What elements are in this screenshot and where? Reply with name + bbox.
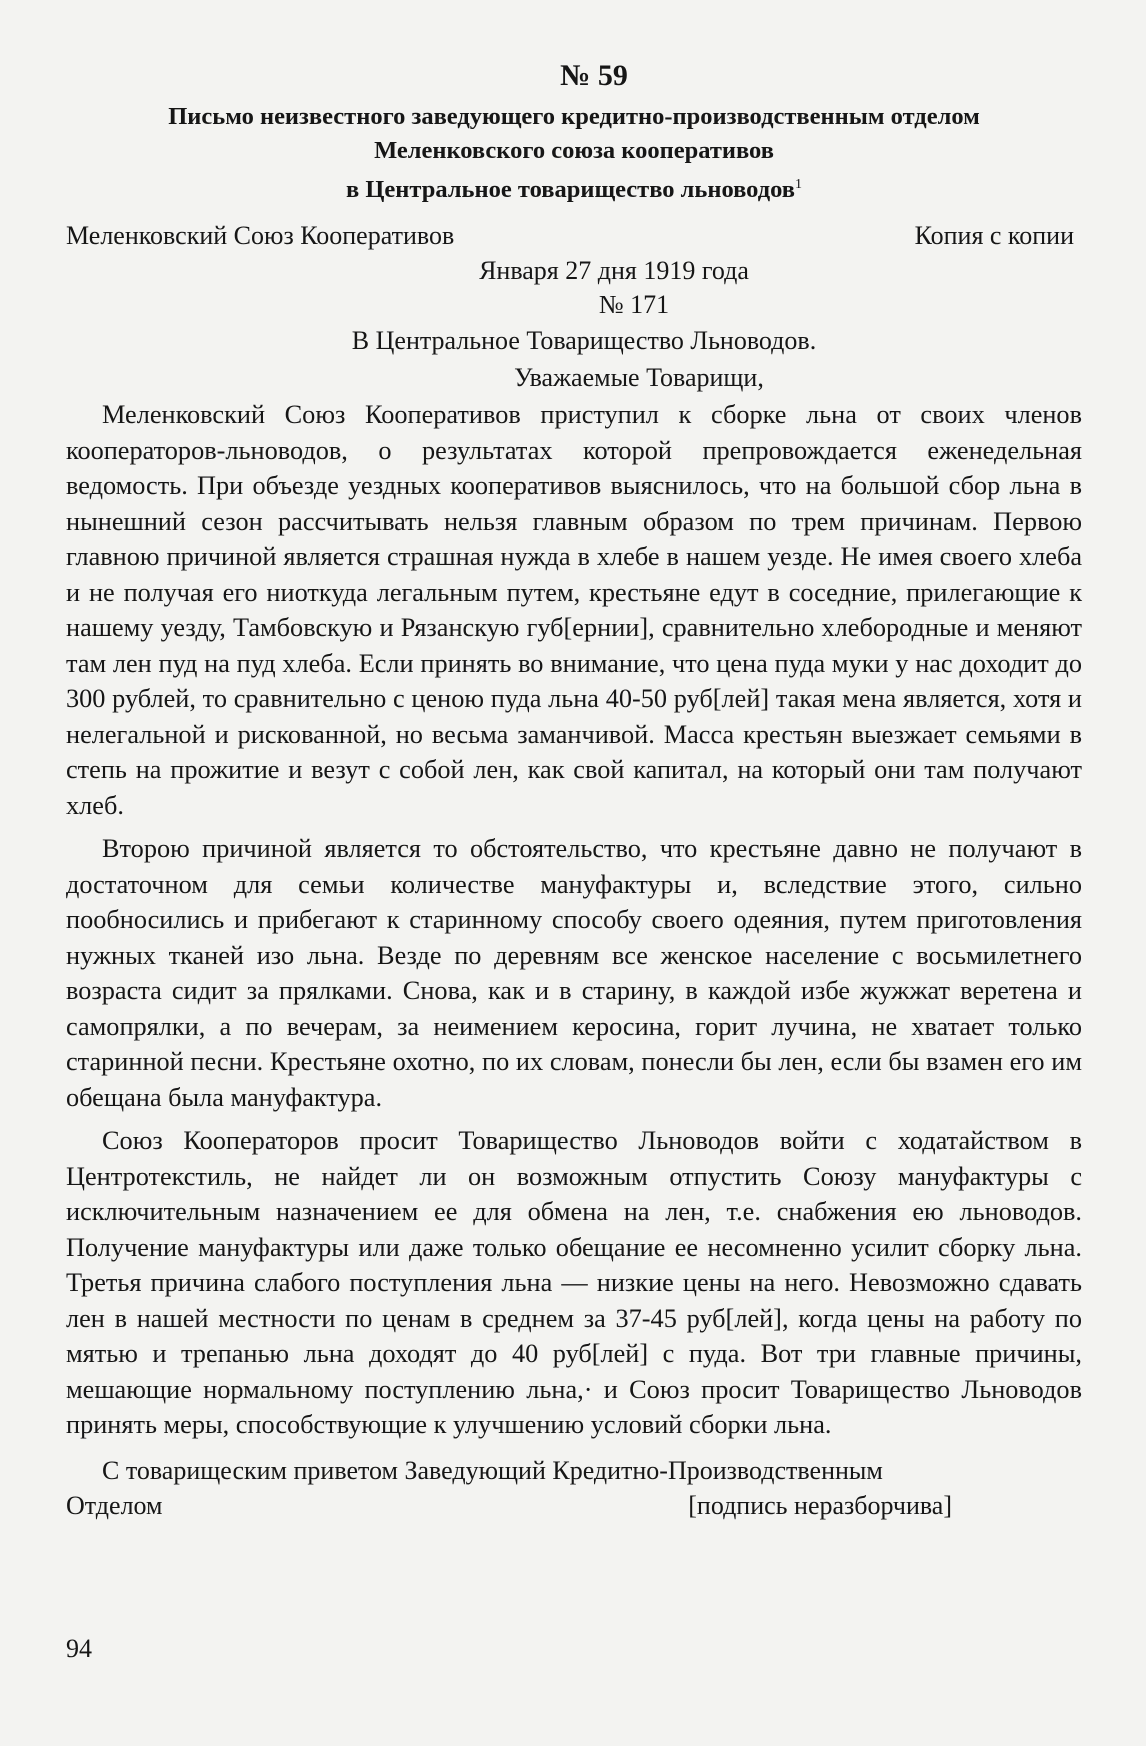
title-footnote-marker: 1 — [795, 177, 802, 192]
header-row — [66, 219, 1082, 253]
greeting: Уважаемые Товарищи, — [514, 363, 764, 393]
page-number: 94 — [66, 1634, 92, 1663]
paragraph-2: Второю причиной является то обстоятельство, что крестьяне давно не получают в достаточном для семьи количестве мануфактуры и, вследствие этого, сильно пообносились и прибегают к старинному способу своего одеяния, путем приготовления нужных тканей изо льна. Везде по деревням все женское население с восьмилетнего возраста сидит за прялками. Снова, как и в старину, в каждой избе жужжат веретена и самопрялки, а по вечерам, за неимением керосина, горит лучина, не хватает только старинной песни. Крестьяне охотно, по их словам, понесли бы лен, если бы взамен его им обещана была мануфактура. — [66, 834, 1082, 1112]
outgoing-number: № 171 — [598, 290, 670, 320]
signature-note: [подпись неразборчива] — [688, 1490, 952, 1520]
document-page — [66, 56, 1082, 1706]
document-number: № 59 — [560, 59, 628, 92]
copy-note: Копия с копии — [914, 221, 1074, 251]
paragraph-3: Союз Кооператоров просит Товарищество Льноводов войти с ходатайством в Центротекстиль, не найдет ли он возможным отпустить Союзу мануфактуры с исключительным назначением ее для обмена на лен, т.е. снабжения ею льноводов. Получение мануфактуры или даже только обещание ее несомненно усилит сборку льна. Третья причина слабого поступления льна — низкие цены на него. Невозможно сдавать лен в нашей местности по ценам в среднем за 37-45 руб[лей], когда цены на работу по мятью и трепанью льна доходят до 40 руб[лей] с пуда. Вот три главные причины, мешающие нормальному поступлению льна,· и Союз просит Товарищество Льноводов принять меры, способствующие к улучшению условий сборки льна. — [66, 1126, 1082, 1440]
title-line-3 — [66, 168, 1082, 207]
paragraph-1: Меленковский Союз Кооперативов приступил к сборке льна от своих членов кооператоров-льноводов, о результатах которой препровождается еженедельная ведомость. При объезде уездных кооперативов выяснилось, что на большой сбор льна в нынешний сезон рассчитывать нельзя главным образом по трем причинам. Первою главною причиной является страшная нужда в хлебе в нашем уезде. Не имея своего хлеба и не получая его ниоткуда легальным путем, крестьяне едут в соседние, прилегающие к нашему уезду, Тамбовскую и Рязанскую губ[ернии], сравнительно хлебородные и меняют там лен пуд на пуд хлеба. Если принять во внимание, что цена пуда муки у нас доходит до 300 рублей, то сравнительно с ценою пуда льна 40-50 руб[лей] такая мена является, хотя и нелегальной и рискованной, но весьма заманчивой. Масса крестьян выезжает семьями в степь на прожитие и везут с собой лен, как свой капитал, на который они там получают хлеб. — [66, 400, 1082, 820]
addressee: В Центральное Товарищество Льноводов. — [351, 326, 817, 356]
title-line-2: Меленковского союза кооперативов — [374, 137, 774, 164]
closing-signature-row — [66, 1488, 1082, 1523]
title-line-3-text: в Центральное товарищество льноводов — [345, 176, 795, 204]
letter-date: Января 27 дня 1919 года — [479, 256, 749, 286]
sender: Меленковский Союз Кооперативов — [66, 221, 455, 251]
title-line-1: Письмо неизвестного заведующего кредитно-производственным отделом — [168, 103, 980, 130]
closing-line: С товарищеским приветом Заведующий Кредитно-Производственным — [102, 1455, 883, 1485]
document-title — [66, 100, 1082, 207]
closing-department: Отделом — [66, 1490, 163, 1520]
